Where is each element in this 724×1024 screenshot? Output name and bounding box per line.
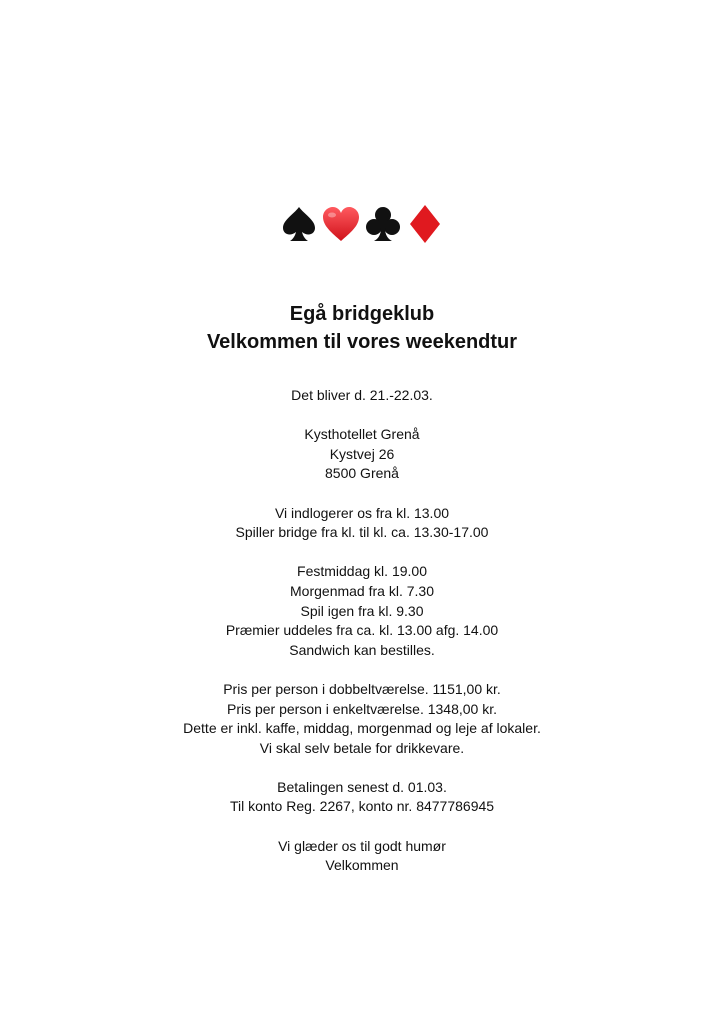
breakfast-line: Morgenmad fra kl. 7.30 bbox=[290, 582, 434, 599]
drinks-line: Vi skal selv betale for drikkevare. bbox=[259, 739, 465, 756]
payment-account: Til konto Reg. 2267, konto nr. 8477786945 bbox=[229, 798, 495, 815]
hotel-street: Kystvej 26 bbox=[329, 445, 395, 462]
diamond-icon bbox=[404, 202, 446, 246]
date-line: Det bliver d. 21.-22.03. bbox=[291, 387, 433, 403]
hotel-city: 8500 Grenå bbox=[325, 465, 399, 482]
invitation-body bbox=[0, 386, 724, 876]
included-line: Dette er inkl. kaffe, middag, morgenmad og leje af lokaler. bbox=[183, 720, 541, 737]
sandwich-line: Sandwich kan bestilles. bbox=[289, 641, 435, 658]
closing-mood: Vi glæder os til godt humør bbox=[278, 837, 446, 854]
club-icon bbox=[362, 202, 404, 246]
checkin-line: Vi indlogerer os fra kl. 13.00 bbox=[274, 504, 450, 521]
welcome-heading: Velkommen til vores weekendtur bbox=[206, 331, 518, 353]
play-again-line: Spil igen fra kl. 9.30 bbox=[300, 602, 424, 619]
spade-icon bbox=[278, 202, 320, 246]
card-suits-row bbox=[0, 200, 724, 248]
dinner-line: Festmiddag kl. 19.00 bbox=[297, 563, 427, 580]
hotel-name: Kysthotellet Grenå bbox=[304, 426, 420, 443]
closing-welcome: Velkommen bbox=[325, 857, 399, 874]
heart-icon bbox=[320, 202, 362, 246]
prizes-line: Præmier uddeles fra ca. kl. 13.00 afg. 14.00 bbox=[225, 622, 499, 639]
club-title: Egå bridgeklub bbox=[289, 303, 435, 325]
play-time-line: Spiller bridge fra kl. til kl. ca. 13.30-17.00 bbox=[235, 524, 489, 541]
double-room-price: Pris per person i dobbeltværelse. 1151,00 kr. bbox=[223, 680, 501, 697]
payment-deadline: Betalingen senest d. 01.03. bbox=[277, 778, 447, 795]
single-room-price: Pris per person i enkeltværelse. 1348,00 kr. bbox=[226, 700, 498, 717]
